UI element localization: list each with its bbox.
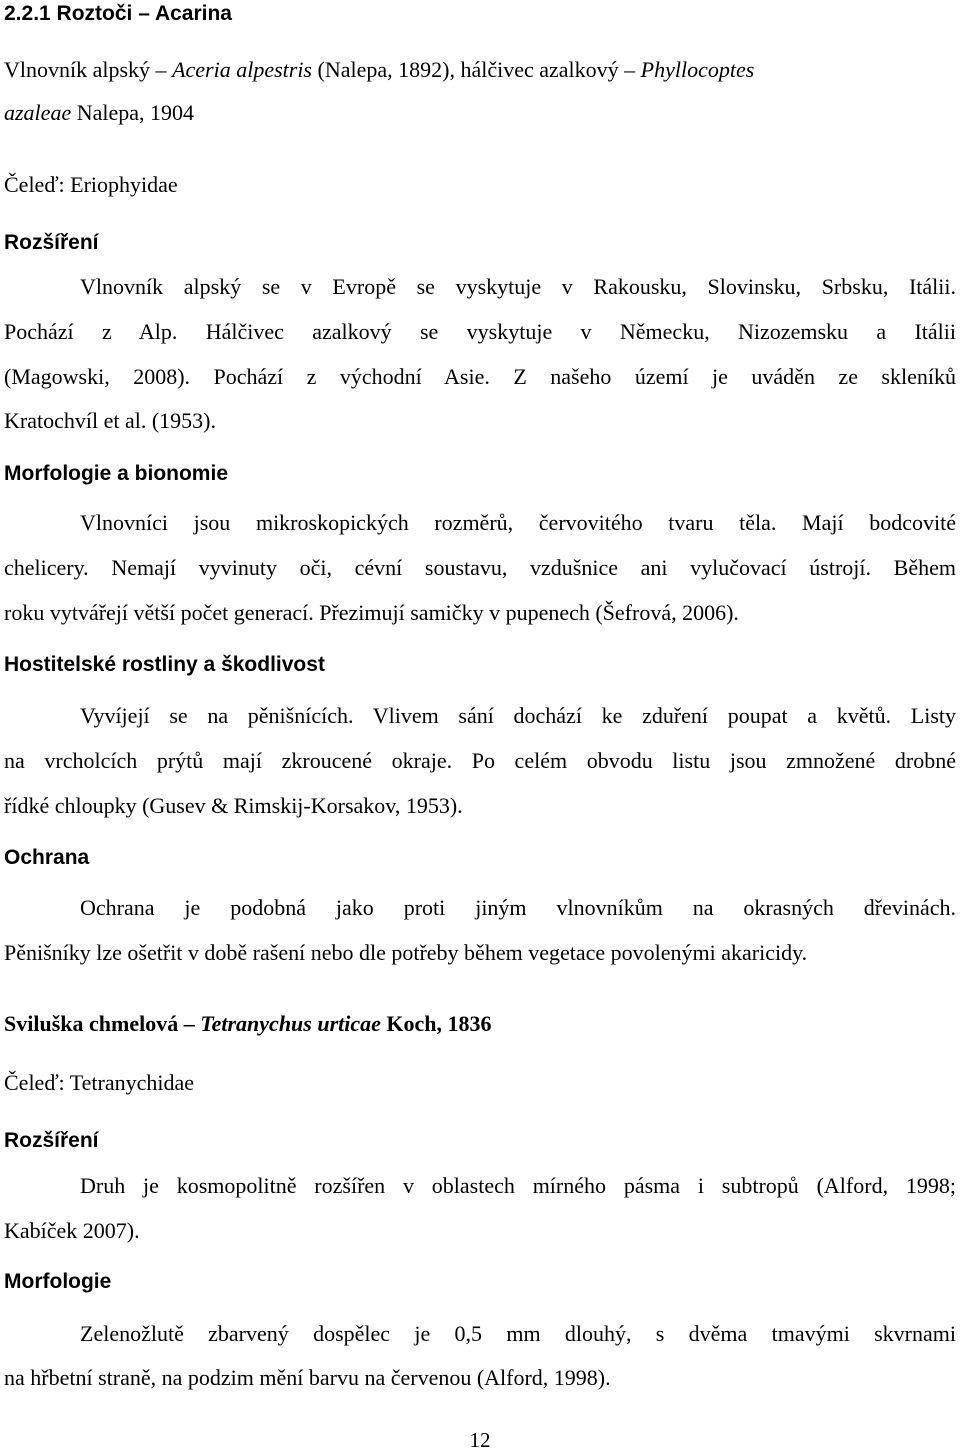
species2-heading: [4, 1010, 956, 1038]
species1-hosts-line: na vrcholcích prýtů mají zkroucené okraje. Po celém obvodu listu jsou zmnožené drobné: [4, 748, 956, 773]
species2-family: Čeleď: Tetranychidae: [4, 1070, 195, 1095]
page-number: 12: [469, 1428, 491, 1452]
species1-protection-line: Pěnišníky lze ošetřit v době rašení nebo dle potřeby během vegetace povolenými akaricidy.: [4, 940, 808, 965]
species1-distribution-heading: Rozšíření: [4, 231, 99, 254]
species1-hosts-line: řídké chloupky (Gusev & Rimskij-Korsakov, 1953).: [4, 793, 463, 818]
species1-latin-name2: Phyllocoptes: [640, 57, 755, 82]
species2-morphology-heading: Morfologie: [4, 1270, 112, 1293]
species2-latin-name: Tetranychus urticae: [200, 1011, 381, 1036]
species1-heading-text2: (Nalepa, 1892), hálčivec azalkový –: [312, 57, 641, 82]
species1-family: Čeleď: Eriophyidae: [4, 172, 178, 197]
species2-distribution-line: Kabíček 2007).: [4, 1218, 140, 1243]
species2-heading-text2: Koch, 1836: [380, 1011, 492, 1036]
species1-hosts-line: Vyvíjejí se na pěnišnících. Vlivem sání dochází ke zduření poupat a květů. Listy: [80, 703, 956, 728]
species1-distribution-line: Vlnovník alpský se v Evropě se vyskytuje v Rakousku, Slovinsku, Srbsku, Itálii.: [80, 274, 956, 299]
species1-protection-line: Ochrana je podobná jako proti jiným vlnovníkům na okrasných dřevinách.: [80, 895, 956, 920]
species2-morphology-line: na hřbetní straně, na podzim mění barvu na červenou (Alford, 1998).: [4, 1365, 611, 1390]
species2-distribution-line: Druh je kosmopolitně rozšířen v oblastech mírného pásma i subtropů (Alford, 1998;: [80, 1173, 956, 1198]
species1-distribution-line: Kratochvíl et al. (1953).: [4, 408, 216, 433]
species1-distribution-line: Pochází z Alp. Hálčivec azalkový se vyskytuje v Německu, Nizozemsku a Itálii: [4, 319, 956, 344]
species1-morphology-heading: Morfologie a bionomie: [4, 462, 228, 485]
species1-distribution-line: (Magowski, 2008). Pochází z východní Asie. Z našeho území je uváděn ze skleníků: [4, 364, 956, 389]
species1-morphology-line: chelicery. Nemají vyvinuty oči, cévní soustavu, vzdušnice ani vylučovací ústrojí. Během: [4, 555, 956, 580]
species1-latin-name: Aceria alpestris: [172, 57, 312, 82]
species1-hosts-heading: Hostitelské rostliny a škodlivost: [4, 653, 325, 676]
species1-latin-name2b: azaleae: [4, 100, 72, 125]
species1-heading-text3: Nalepa, 1904: [71, 100, 194, 125]
species1-protection-heading: Ochrana: [4, 846, 90, 869]
species2-distribution-heading: Rozšíření: [4, 1129, 99, 1152]
species1-morphology-line: Vlnovníci jsou mikroskopických rozměrů, červovitého tvaru těla. Mají bodcovité: [80, 510, 956, 535]
section-heading: 2.2.1 Roztoči – Acarina: [4, 2, 232, 25]
species1-heading-line2: [4, 99, 956, 127]
species2-heading-text: Sviluška chmelová –: [4, 1011, 201, 1036]
species2-morphology-line: Zelenožlutě zbarvený dospělec je 0,5 mm dlouhý, s dvěma tmavými skvrnami: [80, 1321, 956, 1346]
species1-morphology-line: roku vytvářejí větší počet generací. Přezimují samičky v pupenech (Šefrová, 2006).: [4, 600, 739, 625]
species1-heading-text: Vlnovník alpský –: [4, 57, 173, 82]
species1-heading-line1: [4, 56, 956, 84]
